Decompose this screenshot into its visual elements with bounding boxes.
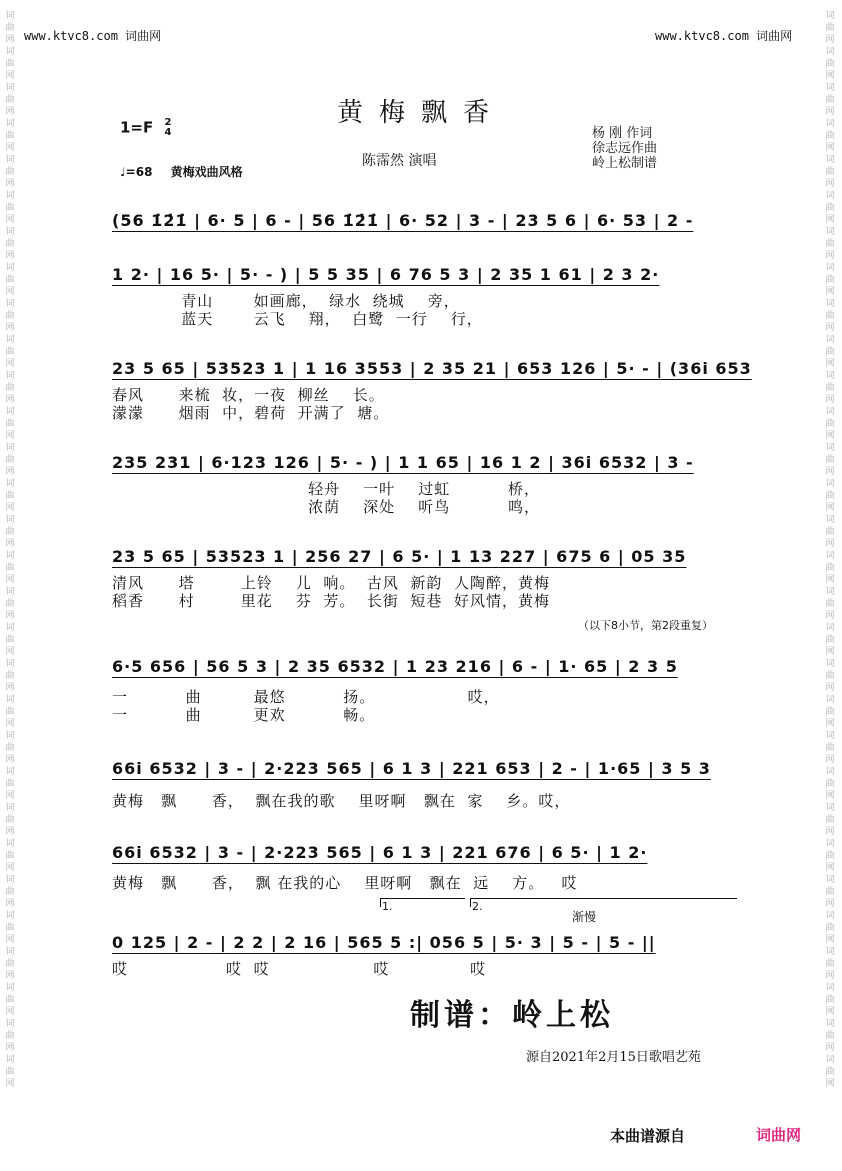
lyric-line: 春风 来梳 妆，一夜 柳丝 长。 — [112, 386, 385, 404]
volta-1-bracket — [380, 898, 465, 907]
time-sig-bottom: 4 — [164, 127, 172, 138]
notes: 235 231 | 6·123 126 | 5· - ) | 1 1 65 | 16 1 2 | 36i 6532 | 3 - — [112, 453, 694, 472]
footer-brand[interactable]: 词曲网 — [756, 1126, 802, 1144]
footer-label: 本曲谱源自 — [610, 1127, 686, 1145]
ritardando-mark: 渐慢 — [572, 910, 597, 924]
tempo-line — [120, 163, 243, 180]
credit-transcriber: 岭上松制谱 — [592, 156, 658, 171]
lyric-line: 濛濛 烟雨 中，碧荷 开满了 塘。 — [112, 404, 390, 422]
side-watermark-left: 词曲网词曲网词曲网词曲网词曲网词曲网词曲网词曲网词曲网词曲网词曲网词曲网词曲网词曲网词曲网词曲网词曲网词曲网词曲网词曲网词曲网词曲网词曲网词曲网词曲网词曲网词曲网词曲网词曲网词曲网 — [5, 11, 15, 1089]
style-mark: 黄梅戏曲风格 — [170, 165, 243, 179]
score-row-8 — [112, 828, 740, 862]
score-row-3 — [112, 344, 752, 378]
score-row-7 — [112, 744, 740, 778]
score-row-6 — [112, 642, 740, 676]
source-note: 源自2021年2月15日歌唱艺苑 — [526, 1050, 701, 1065]
lyric-line: 黄梅 飘 香， 飘 在我的心 里呀啊 飘在 远 方。 哎 — [112, 874, 578, 892]
credit-lyricist: 杨 刚 作词 — [592, 126, 653, 141]
score-row-4 — [112, 438, 740, 472]
site-name: 词曲网 — [125, 29, 162, 43]
site-name: 词曲网 — [756, 29, 793, 43]
key-label: 1=F — [120, 118, 154, 137]
tempo-mark: ♩=68 — [120, 165, 153, 179]
site-header-right — [655, 27, 792, 44]
notes: (56 1̇2̇1̇ | 6· 5 | 6 - | 56 1̇2̇1̇ | 6· 52 | 3 - | 23 5 6 | 6· 53 | 2 - — [112, 211, 694, 230]
volta-2: 2. — [472, 900, 483, 913]
site-url: www.ktvc8.com — [655, 29, 749, 43]
lyric-line: 一 曲 最悠 扬。 哎， — [112, 688, 500, 706]
notes: 23 5 65 | 53523 1 | 1 16 3553 | 2 35 21 | 653 126 | 5· - | (36i 653 — [112, 359, 752, 378]
singer: 陈霈然 演唱 — [362, 153, 437, 169]
site-url: www.ktvc8.com — [24, 29, 118, 43]
notes: 1 2· | 16 5· | 5· - ) | 5 5 35 | 6 76 5 3 | 2 35 1 61 | 2 3 2· — [112, 265, 660, 284]
lyric-line: 哎 哎 哎 哎 哎 — [112, 960, 487, 978]
lyric-line: 浓荫 深处 听鸟 鸣， — [112, 498, 540, 516]
song-title: 黄梅飘香 — [336, 98, 505, 128]
site-header-left — [24, 27, 161, 44]
lyric-line: 稻香 村 里花 芬 芳。 长街 短巷 好风情，黄梅 — [112, 592, 550, 610]
lyric-line: 轻舟 一叶 过虹 桥， — [112, 480, 540, 498]
side-watermark-right: 词曲网词曲网词曲网词曲网词曲网词曲网词曲网词曲网词曲网词曲网词曲网词曲网词曲网词曲网词曲网词曲网词曲网词曲网词曲网词曲网词曲网词曲网词曲网词曲网词曲网词曲网词曲网词曲网词曲网词曲网 — [825, 11, 835, 1089]
notes: 23 5 65 | 53523 1 | 256 27 | 6 5· | 1 13 227 | 675 6 | 05 35 — [112, 547, 687, 566]
volta-2-bracket — [470, 898, 737, 907]
lyric-line: 青山 如画廊， 绿水 绕城 旁， — [112, 292, 460, 310]
repeat-note: （以下8小节，第2段重复） — [578, 619, 713, 632]
lyric-line: 一 曲 更欢 畅。 — [112, 706, 376, 724]
score-row-2 — [112, 250, 740, 284]
notes: 66i 6532 | 3 - | 2·223 565 | 6 1 3 | 221 653 | 2 - | 1·65 | 3 5 3 — [112, 759, 711, 778]
transcriber-signature: 制谱：岭上松 — [410, 998, 614, 1033]
lyric-line: 黄梅 飘 香， 飘在我的歌 里呀啊 飘在 家 乡。哎， — [112, 792, 571, 810]
time-sig-top: 2 — [164, 117, 172, 128]
notes: 6·5 656 | 56 5 3 | 2 35 6532 | 1 23 216 | 6 - | 1· 65 | 2 3 5 — [112, 657, 678, 676]
key-signature — [120, 118, 171, 138]
score-row-9 — [112, 918, 740, 952]
time-signature — [165, 118, 172, 138]
credit-composer: 徐志远作曲 — [592, 141, 658, 156]
lyric-line: 蓝天 云飞 翔， 白鹭 一行 行， — [112, 310, 483, 328]
notes: 0 125 | 2 - | 2 2 | 2 16 | 565 5 :| 056 5 | 5· 3 | 5 - | 5 - || — [112, 933, 656, 952]
volta-1: 1. — [382, 900, 393, 913]
notes: 66i 6532 | 3 - | 2·223 565 | 6 1 3 | 221 676 | 6 5· | 1 2· — [112, 843, 648, 862]
score-row-1 — [112, 196, 740, 230]
score-row-5 — [112, 532, 740, 566]
lyric-line: 清风 塔 上铃 儿 响。 古风 新韵 人陶醉，黄梅 — [112, 574, 550, 592]
